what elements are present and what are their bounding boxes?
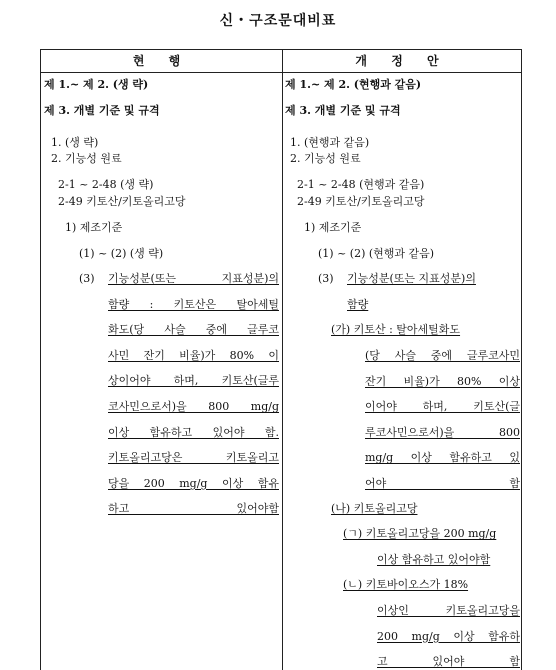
right-sub-3-number: (3) [318, 272, 334, 285]
left-sub-3-number: (3) [79, 272, 95, 285]
left-sub-3-line-10: 하고 있어야함 [108, 502, 279, 516]
left-section-1: 제 1.~ 제 2. (생 략) [44, 78, 149, 91]
right-sub-1-2: (1) ~ (2) (현행과 같음) [318, 247, 435, 260]
right-item-1: 1. (현행과 같음) [290, 136, 370, 149]
right-section-1: 제 1.~ 제 2. (현행과 같음) [285, 78, 422, 91]
right-ga-line-3: 이어야 하며, 키토산(글 [365, 400, 520, 414]
right-g1-continuation: 이상 함유하고 있어야함 [377, 553, 491, 566]
right-ga-line-6: 어야 함 [365, 477, 520, 490]
left-sub-3-line-6: 코사민으로서)을 800 mg/g [108, 400, 279, 413]
right-g2-line-3: 고 있어야 함 [377, 655, 520, 669]
left-item-2: 2. 기능성 원료 [51, 152, 122, 165]
right-section-3: 제 3. 개별 기준 및 규격 [285, 104, 401, 117]
right-sub-1: 1) 제조기준 [304, 221, 362, 234]
right-ga-heading: (가) 키토산 : 탈아세틸화도 [331, 323, 461, 336]
right-ga-line-1: (당 사슬 중에 글루코사민 [365, 349, 520, 362]
header-revised: 개 정 안 [355, 54, 449, 68]
right-g1-line: (ㄱ) 키토올리고당을 200 mg/g [343, 527, 497, 540]
right-g2-line-1: 이상인 키토올리고당을 [377, 604, 520, 617]
right-ga-line-2: 잔기 비율)가 80% 이상 [365, 374, 520, 388]
left-sub-3-line-4: 사민 잔기 비율)가 80% 이 [108, 348, 279, 362]
right-g2-line: (ㄴ) 키토바이오스가 18% [343, 578, 469, 591]
right-item-2: 2. 기능성 원료 [290, 152, 361, 165]
left-sub-1-2: (1) ~ (2) (생 략) [79, 247, 164, 260]
right-ga-line-5: mg/g 이상 함유하고 있 [365, 451, 520, 465]
right-g2-line-2: 200 mg/g 이상 함유하 [377, 629, 520, 643]
header-divider [41, 72, 521, 73]
comparison-table [40, 49, 522, 670]
left-item-1: 1. (생 략) [51, 136, 99, 149]
left-sub-3-line-9: 당을 200 mg/g 이상 함유 [108, 476, 279, 490]
left-item-2-1: 2-1 ~ 2-48 (생 략) [58, 178, 154, 191]
right-item-2-1: 2-1 ~ 2-48 (현행과 같음) [297, 178, 425, 191]
header-current: 현 행 [132, 54, 191, 68]
right-sub-3-line-1: 기능성분(또는 지표성분)의 [347, 272, 476, 285]
column-divider [282, 50, 283, 670]
right-ga-line-4: 루코사민으로서)을 800 [365, 425, 520, 439]
left-sub-3-line-1: 기능성분(또는 지표성분)의 [108, 272, 279, 285]
right-sub-3-line-2: 함량 [347, 298, 369, 311]
left-sub-3-line-8: 키토올리고당은 키토올리고 [108, 451, 279, 465]
left-sub-3-line-7: 이상 함유하고 있어야 함. [108, 425, 279, 439]
left-sub-1: 1) 제조기준 [65, 221, 123, 234]
left-item-2-49: 2-49 키토산/키토올리고당 [58, 195, 186, 208]
left-section-3: 제 3. 개별 기준 및 규격 [44, 104, 160, 117]
left-sub-3-line-3: 화도(당 사슬 중에 글루코 [108, 323, 279, 337]
left-sub-3-line-5: 상이어야 하며, 키토산(글루 [108, 374, 279, 388]
document-title: 신・구조문대비표 [219, 13, 337, 29]
left-sub-3-line-2: 함량 : 키토산은 탈아세틸 [108, 297, 279, 311]
right-na-heading: (나) 키토올리고당 [331, 502, 418, 515]
right-item-2-49: 2-49 키토산/키토올리고당 [297, 195, 425, 208]
